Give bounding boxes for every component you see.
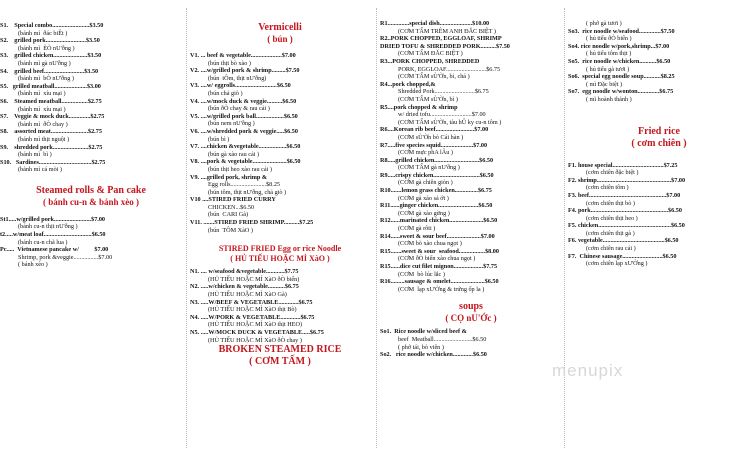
menu-item: [190, 98, 370, 113]
menu-item: [380, 278, 562, 293]
menu-item-line: R1..............special dish.....................$10.00: [380, 20, 490, 27]
menu-item: [0, 159, 182, 174]
menu-item-line: R10.......lemon grass chicken...............$6.75: [380, 187, 492, 195]
menu-item-subtitle: (bánh mì xíu mại ): [18, 105, 66, 113]
menu-item-line: DRIED TOFU & SHREDDED PORK..........$7.50: [380, 42, 510, 50]
column-3: [380, 0, 562, 455]
menu-item: [380, 119, 562, 127]
menu-item-subtitle: (bún ðÒ chay & rau cải ): [208, 105, 270, 113]
menu-item-subtitle: (cơm chiên thịt heo ): [586, 214, 638, 222]
menu-item-line: R6....Korean rib beef.........................$7.00: [380, 126, 489, 134]
menu-item: [568, 162, 750, 177]
menu-item: [380, 187, 562, 202]
menu-item-subtitle: ( hủ tiếu gà tươi ): [586, 65, 630, 73]
menu-item-subtitle: (bánh mì thịt nguội ): [18, 135, 70, 143]
menu-item: [380, 328, 562, 343]
menu-item: [380, 58, 562, 73]
menu-item-subtitle: (bánh cu-n chã lua ): [18, 238, 68, 246]
menu-item-line: V5. ....w/grilled pork ball..................$6.50: [190, 112, 298, 120]
menu-item-subtitle: (cơm chiên rau cải ): [586, 245, 636, 253]
menu-item: [0, 144, 182, 159]
menu-item-line: N3. .....W/BEEF & VEGETABLE.............$6.75: [190, 298, 313, 306]
menu-item: [190, 211, 370, 219]
menu-item-subtitle: (bánh mì bì ): [18, 151, 52, 159]
menu-item-subtitle: (HỦ TIẾU HOẶC MÌ XàO Gà): [208, 291, 287, 299]
column-1: [0, 0, 182, 455]
menu-item-subtitle: (CƠM TẤM sÙ'Ờn, tàu hÛ ky cu-n tôm ): [398, 118, 502, 126]
stir-fried-list: [190, 268, 370, 344]
menu-item-line: N4. .....W/PORK & VEGETABLE.............$6.75: [190, 313, 315, 321]
stir-fried-heading: STIRED FRIED Egg or rice Noodle: [218, 244, 342, 254]
menu-item-subtitle: (CƠM gà xào gừng ): [398, 209, 450, 217]
fried-rice-list: [568, 162, 750, 268]
menu-item-subtitle: (cơm chiên ðặc biệt ): [586, 169, 639, 177]
menu-item-subtitle: (CƠM sÙ'Ờn bò Cái hàn ): [398, 133, 464, 141]
menu-item: [380, 344, 562, 352]
menu-item-subtitle: (cơm chiên lạp xU'Ờng ): [586, 260, 648, 268]
menu-item: [0, 128, 182, 143]
menu-item-line: F5. chicken...............................................$6.50: [568, 222, 685, 230]
menu-item-line: R14......sweet & sour beef......................$7.00: [380, 232, 495, 240]
menu-item-subtitle: (CƠM lạp xU'Ờng & trứng ốp la ): [398, 285, 485, 293]
menu-item-line: R16.........sausage & omelet......................$6.50: [380, 278, 499, 286]
menu-item-subtitle: w/ dried tofu...........................$7.00: [398, 111, 486, 119]
menu-item-subtitle: (CƠM gà xào sả ớt ): [398, 194, 449, 202]
menu-item: [190, 283, 370, 298]
menu-item-line: F7. Chinese sausage..........................$6.50: [568, 252, 677, 260]
menu-item-line: V2. ....w/grilled pork & shrimp.........$7.50: [190, 67, 300, 75]
menu-item: [380, 142, 562, 157]
menu-item-line: V9. ....grilled pork, shrimp &: [190, 173, 268, 181]
menu-item-line: So1. Rice noodle w/sliced beef &: [380, 328, 467, 336]
soups-list-continued: [568, 20, 750, 104]
menu-item: [190, 52, 370, 67]
menu-item-line: R3...PORK CHOPPED, SHREDDED: [380, 57, 480, 65]
menu-item-subtitle: (CƠM TẤM sÙ'Ờn, bì, chả ): [398, 73, 470, 81]
menu-item: [380, 263, 562, 278]
menu-item-subtitle: (bún gà xào rau cải ): [208, 150, 260, 158]
menu-item: [190, 113, 370, 128]
menu-item: [380, 35, 562, 43]
menu-item: [0, 113, 182, 128]
menu-item-line: S6. Steamed meatball.................$2.75: [0, 97, 102, 105]
menu-item: [568, 253, 750, 268]
menu-item-subtitle: CHICKEN...$6.50: [208, 203, 255, 211]
vermicelli-heading: Vermicelli: [258, 22, 302, 33]
menu-item-line: S9. shredded pork.......................$2.75: [0, 143, 103, 151]
soups-heading: soups: [459, 301, 483, 313]
menu-item-line: F3. beef..................................................$7.00: [568, 191, 681, 199]
menu-item: [190, 67, 370, 82]
menu-item-line: F1. house special.................................$7.25: [568, 161, 678, 169]
vermicelli-list: [190, 52, 370, 234]
menu-item-line: So5. rice noodle w/chicken...........$6.50: [568, 57, 671, 65]
menu-item: [0, 216, 182, 231]
menu-item-line: S2. grilled pork..........................$3.50: [0, 37, 100, 45]
menu-item-subtitle: (CƠM TẤM gà nU'ðng ): [398, 164, 460, 172]
menu-item-line: V8. ....pork & vegetable......................$6.50: [190, 158, 301, 166]
menu-item-subtitle: (bún TÔM XàO ): [208, 226, 253, 234]
menu-item-line: R9.....crispy chicken..............................$6.50: [380, 171, 494, 179]
menu-item-subtitle: (bánh mì xíu mại ): [18, 90, 66, 98]
menu-item-line: F6. vegetable........................................$6.50: [568, 237, 679, 245]
menu-item-subtitle: ( phở tái, bò viên ): [398, 343, 444, 351]
menu-item-subtitle: (CƠM ðÒ biển xào chua ngọt ): [398, 255, 476, 263]
menu-item: [190, 189, 370, 197]
broken-rice-subheading: ( CƠM TẤM ): [249, 356, 311, 368]
menu-item: [0, 22, 182, 37]
soups-list: [380, 328, 562, 358]
menu-item: [568, 88, 750, 103]
menu-item-subtitle: (bún bì ): [208, 135, 230, 143]
menu-item: [568, 192, 750, 207]
menu-item-subtitle: Shrimp, pork &veggie................$7.00: [18, 253, 113, 261]
menu-item-subtitle: (CƠM mực phA lÂu ): [398, 149, 453, 157]
menu-item: [0, 261, 182, 269]
menu-item-line: R15......dice cut filet mignon...................$7.75: [380, 263, 498, 270]
menu-item-line: F2. shrimp................................................$7.00: [568, 176, 686, 184]
menu-item-subtitle: ( hủ tiếu tôm thịt ): [586, 50, 632, 58]
menu-item-line: S7. Veggie & mock duck..............$2.75: [0, 113, 105, 121]
menu-item-subtitle: (CƠM gà chiên giòn ): [398, 179, 453, 187]
menu-item-subtitle: (bún thịt heo xào rau cải ): [208, 165, 272, 173]
menu-item-subtitle: (bún tôm, thịt nU'ðng, chả giò ): [208, 188, 287, 196]
menu-item-subtitle: (cơm chiên thịt gà ): [586, 229, 635, 237]
menu-item-line: St1.....w/grilled pork........................$7.00: [0, 215, 106, 223]
menu-item-line: V6. ....w/shredded pork & veggie.....$6.50: [190, 127, 298, 135]
divider: [564, 8, 566, 448]
menu-item: [0, 98, 182, 113]
menu-item-line: V4. ....w/mock duck & veggie..........$6.50: [190, 97, 297, 105]
vermicelli-subheading: ( bún ): [267, 34, 293, 44]
menu-item-line: R2..PORK CHOPPED, EGGLOAF, SHRIMP: [380, 35, 502, 43]
menu-item-subtitle: (bún chả giò ): [208, 89, 243, 97]
column-4: [568, 0, 750, 455]
watermark: menupix: [552, 361, 624, 380]
menu-item-line: V3. ....w/ eggrolls...........................$6.50: [190, 82, 291, 90]
menu-item-line: V7. ....chicken &vegetable..................$6.50: [190, 143, 301, 151]
menu-item-subtitle: (bún CARI Gà): [208, 211, 249, 219]
menu-item: [568, 73, 750, 88]
menu-item-subtitle: ( hủ tiếu ðÒ biển ): [586, 35, 632, 43]
menu-item-subtitle: (CƠM TẤM sÙ'Ờn, bì ): [398, 95, 458, 103]
menu-item: [190, 196, 370, 211]
menu-item: [190, 299, 370, 314]
menu-item: [0, 83, 182, 98]
menu-item: [380, 104, 562, 119]
menu-item: [380, 126, 562, 141]
column-2: [190, 0, 370, 455]
menu-item-line: N2. .....w/chicken & vegetable...........$6.75: [190, 283, 299, 291]
menu-item: [568, 207, 750, 222]
menu-item: [380, 217, 562, 232]
menu-item-line: So7. egg noodle w/wonton..............$6.75: [568, 88, 674, 96]
menu-item-line: N1. .... w/seafood &vegetable............$7.75: [190, 268, 299, 276]
steamed-rolls-heading: Steamed rolls & Pan cake: [36, 184, 146, 196]
menu-item: [190, 82, 370, 97]
menu-item-line: t2.....w/meat loaf...............................$6.50: [0, 231, 106, 239]
menu-item-subtitle: (CƠM TẤM TRÊM ANH ÐĂC BIỆT ): [398, 27, 496, 35]
menu-item-line: S10. Sardines..................................$2.75: [0, 158, 106, 166]
menu-item: [380, 20, 562, 35]
menu-item: [380, 351, 562, 359]
menu-item-subtitle: (HỦ TIẾU HOẶC MÌ XàO thịt Bò): [208, 306, 297, 314]
menu-item: [568, 237, 750, 252]
menu-item-line: So3. rice noodle w/seafood..............$7.50: [568, 27, 675, 35]
menu-item-line: V10 ....STIRED FRIED CURRY: [190, 196, 276, 204]
menu-item-subtitle: (CƠM TẤM ÐĂC BIỆT ): [398, 50, 463, 58]
menu-item-subtitle: (HỦ TIẾU HOẶC MÌ XàO ðÒ chay ): [208, 336, 302, 344]
menu-item-subtitle: beef Meatball.........................$6.50: [398, 335, 487, 343]
divider: [186, 8, 188, 448]
menu-item-subtitle: Shredded Pork..........................$6.75: [398, 88, 489, 96]
menu-item: [380, 233, 562, 248]
stir-fried-subheading: ( HỦ TIẾU HOẶC MÌ XàO ): [230, 254, 330, 264]
menu-item-line: So2. rice noodle w/chicken.............$6.50: [380, 351, 487, 359]
menu-item: [380, 81, 562, 96]
menu-item: [380, 172, 562, 187]
menu-item-line: V11. .......STIRED FRIED SHRIMP..........$7.25: [190, 219, 314, 227]
menu-item-subtitle: (bánh mì bÒ nU'ðng ): [18, 75, 74, 83]
menu-item-subtitle: (bánh mì cá mòi ): [18, 166, 62, 174]
menu-item-line: R4...pork chopped,&: [380, 80, 436, 88]
menu-item: [380, 157, 562, 172]
divider: [376, 8, 378, 448]
menu-item-line: R8.....grilled chicken.............................$6.50: [380, 156, 494, 164]
menu-item: [0, 246, 182, 261]
menu-item-line: R15.......sweet & sour seafood.................$8.00: [380, 247, 499, 255]
menu-item-line: S1. Special combo........................$3.50: [0, 22, 104, 29]
menu-item: [380, 43, 562, 58]
steamed-rolls-list: [0, 216, 182, 269]
menu-item-subtitle: ( bánh xèo ): [18, 261, 48, 269]
menu-item-line: Pc..... Vietnamese pancake w/ $7.00: [0, 246, 109, 254]
menu-item-subtitle: (bún thịt bò xào ): [208, 59, 251, 67]
menu-item-subtitle: (bún nem nU'ðng ): [208, 120, 255, 128]
menu-item-subtitle: (bánh mì ðÒ chay ): [18, 120, 68, 128]
menu-item-line: F4. pork..................................................$6.50: [568, 207, 682, 215]
menu-item-line: R5....pork chopped & shrimp: [380, 103, 458, 111]
menu-item: [190, 143, 370, 158]
menu-item: [190, 314, 370, 329]
broken-rice-heading: BROKEN STEAMED RICE: [218, 344, 342, 356]
steamed-rolls-subheading: ( bánh cu-n & bánh xèo ): [42, 196, 140, 207]
menu-item-line: R11......ginger chicken..........................$6.50: [380, 202, 493, 210]
fried-rice-heading: Fried rice: [638, 125, 680, 137]
menu-item-subtitle: (bánh mì ÈÒ nU'ðng ): [18, 44, 75, 52]
menu-item: [190, 158, 370, 173]
menu-item-line: So6. special egg noodle soup...........$8.25: [568, 73, 675, 81]
menu-item-subtitle: (CƠM bò xào chua ngọt ): [398, 240, 462, 248]
menu-item-line: V1. ... beef & vegetable....................$7.00: [190, 52, 296, 59]
menu-item-subtitle: (cơm chiên tôm ): [586, 184, 629, 192]
menu-item-subtitle: (HỦ TIẾU HOẶC MÌ XàO ðÒ biển): [208, 275, 300, 283]
menu-item-line: R12......marinated chicken......................$6.50: [380, 217, 498, 225]
menu-item: [190, 174, 370, 189]
menu-item: [380, 202, 562, 217]
menu-item: [568, 28, 750, 43]
menu-item: [190, 128, 370, 143]
soups-subheading: ( CỌ nU'Ớc ): [445, 313, 497, 324]
menu-item-subtitle: (HỦ TIẾU HOẶC MÌ XàO thịt HEO): [208, 321, 303, 329]
menu-item-subtitle: (bún tÔm, thịt nU'ðng): [208, 74, 267, 82]
menu-item: [0, 52, 182, 67]
menu-item-line: S3. grilled chicken......................$3.50: [0, 52, 102, 60]
menu-item: [0, 231, 182, 246]
menu-item-line: R7.....five species squid.....................$7.00: [380, 141, 488, 149]
menu-item: [190, 268, 370, 283]
menu-item: [380, 73, 562, 81]
menu-item: [380, 96, 562, 104]
menu-item-subtitle: (CƠM bò lúc lắc ): [398, 270, 445, 278]
menu-item: [568, 58, 750, 73]
menu-item-subtitle: (cơm chiên thịt bò ): [586, 199, 635, 207]
menu-item: [568, 43, 750, 58]
menu-item-line: So4. rice noodle w/pork,shrimp...$7.00: [568, 42, 670, 50]
menu-item-subtitle: (CƠM gà rôti ): [398, 225, 436, 233]
menu-item-subtitle: Egg rolls.......................$8.25: [208, 181, 281, 189]
banh-mi-list: [0, 22, 182, 174]
menu-item-subtitle: PORK, EGGLOAF..........................$6.75: [398, 65, 501, 73]
menu-item: [568, 177, 750, 192]
menu-item-subtitle: (bánh mì ðác biÊt ): [18, 29, 68, 37]
menu-item: [568, 222, 750, 237]
menu-item: [190, 329, 370, 344]
menu-item-line: S5. grilled meatball.....................$3.00: [0, 82, 101, 90]
menu-item-subtitle: ( phở gà tươi ): [586, 20, 622, 27]
menu-item-subtitle: ( mì hoành thánh ): [586, 95, 632, 103]
menu-item-subtitle: ( mì Ðặc biệt ): [586, 80, 623, 88]
menu-item: [380, 248, 562, 263]
menu-item-line: S8. assorted meat........................$2.75: [0, 128, 102, 136]
fried-rice-subheading: ( cơm chiên ): [631, 137, 687, 149]
menu-item-line: S4. grilled beef..........................$3.50: [0, 67, 99, 75]
broken-rice-list: [380, 20, 562, 293]
menu-item: [190, 219, 370, 234]
menu-item: [0, 68, 182, 83]
menu-item-subtitle: (bánh cu-n thịt nU'ðng ): [18, 223, 78, 231]
menu-item-subtitle: (bánh mì gà nU'ðng ): [18, 59, 71, 67]
menu-item: [568, 20, 750, 28]
menu-item-line: N5. .....W/MOCK DUCK & VEGETABLE.....$6.75: [190, 329, 324, 336]
menu-item: [0, 37, 182, 52]
